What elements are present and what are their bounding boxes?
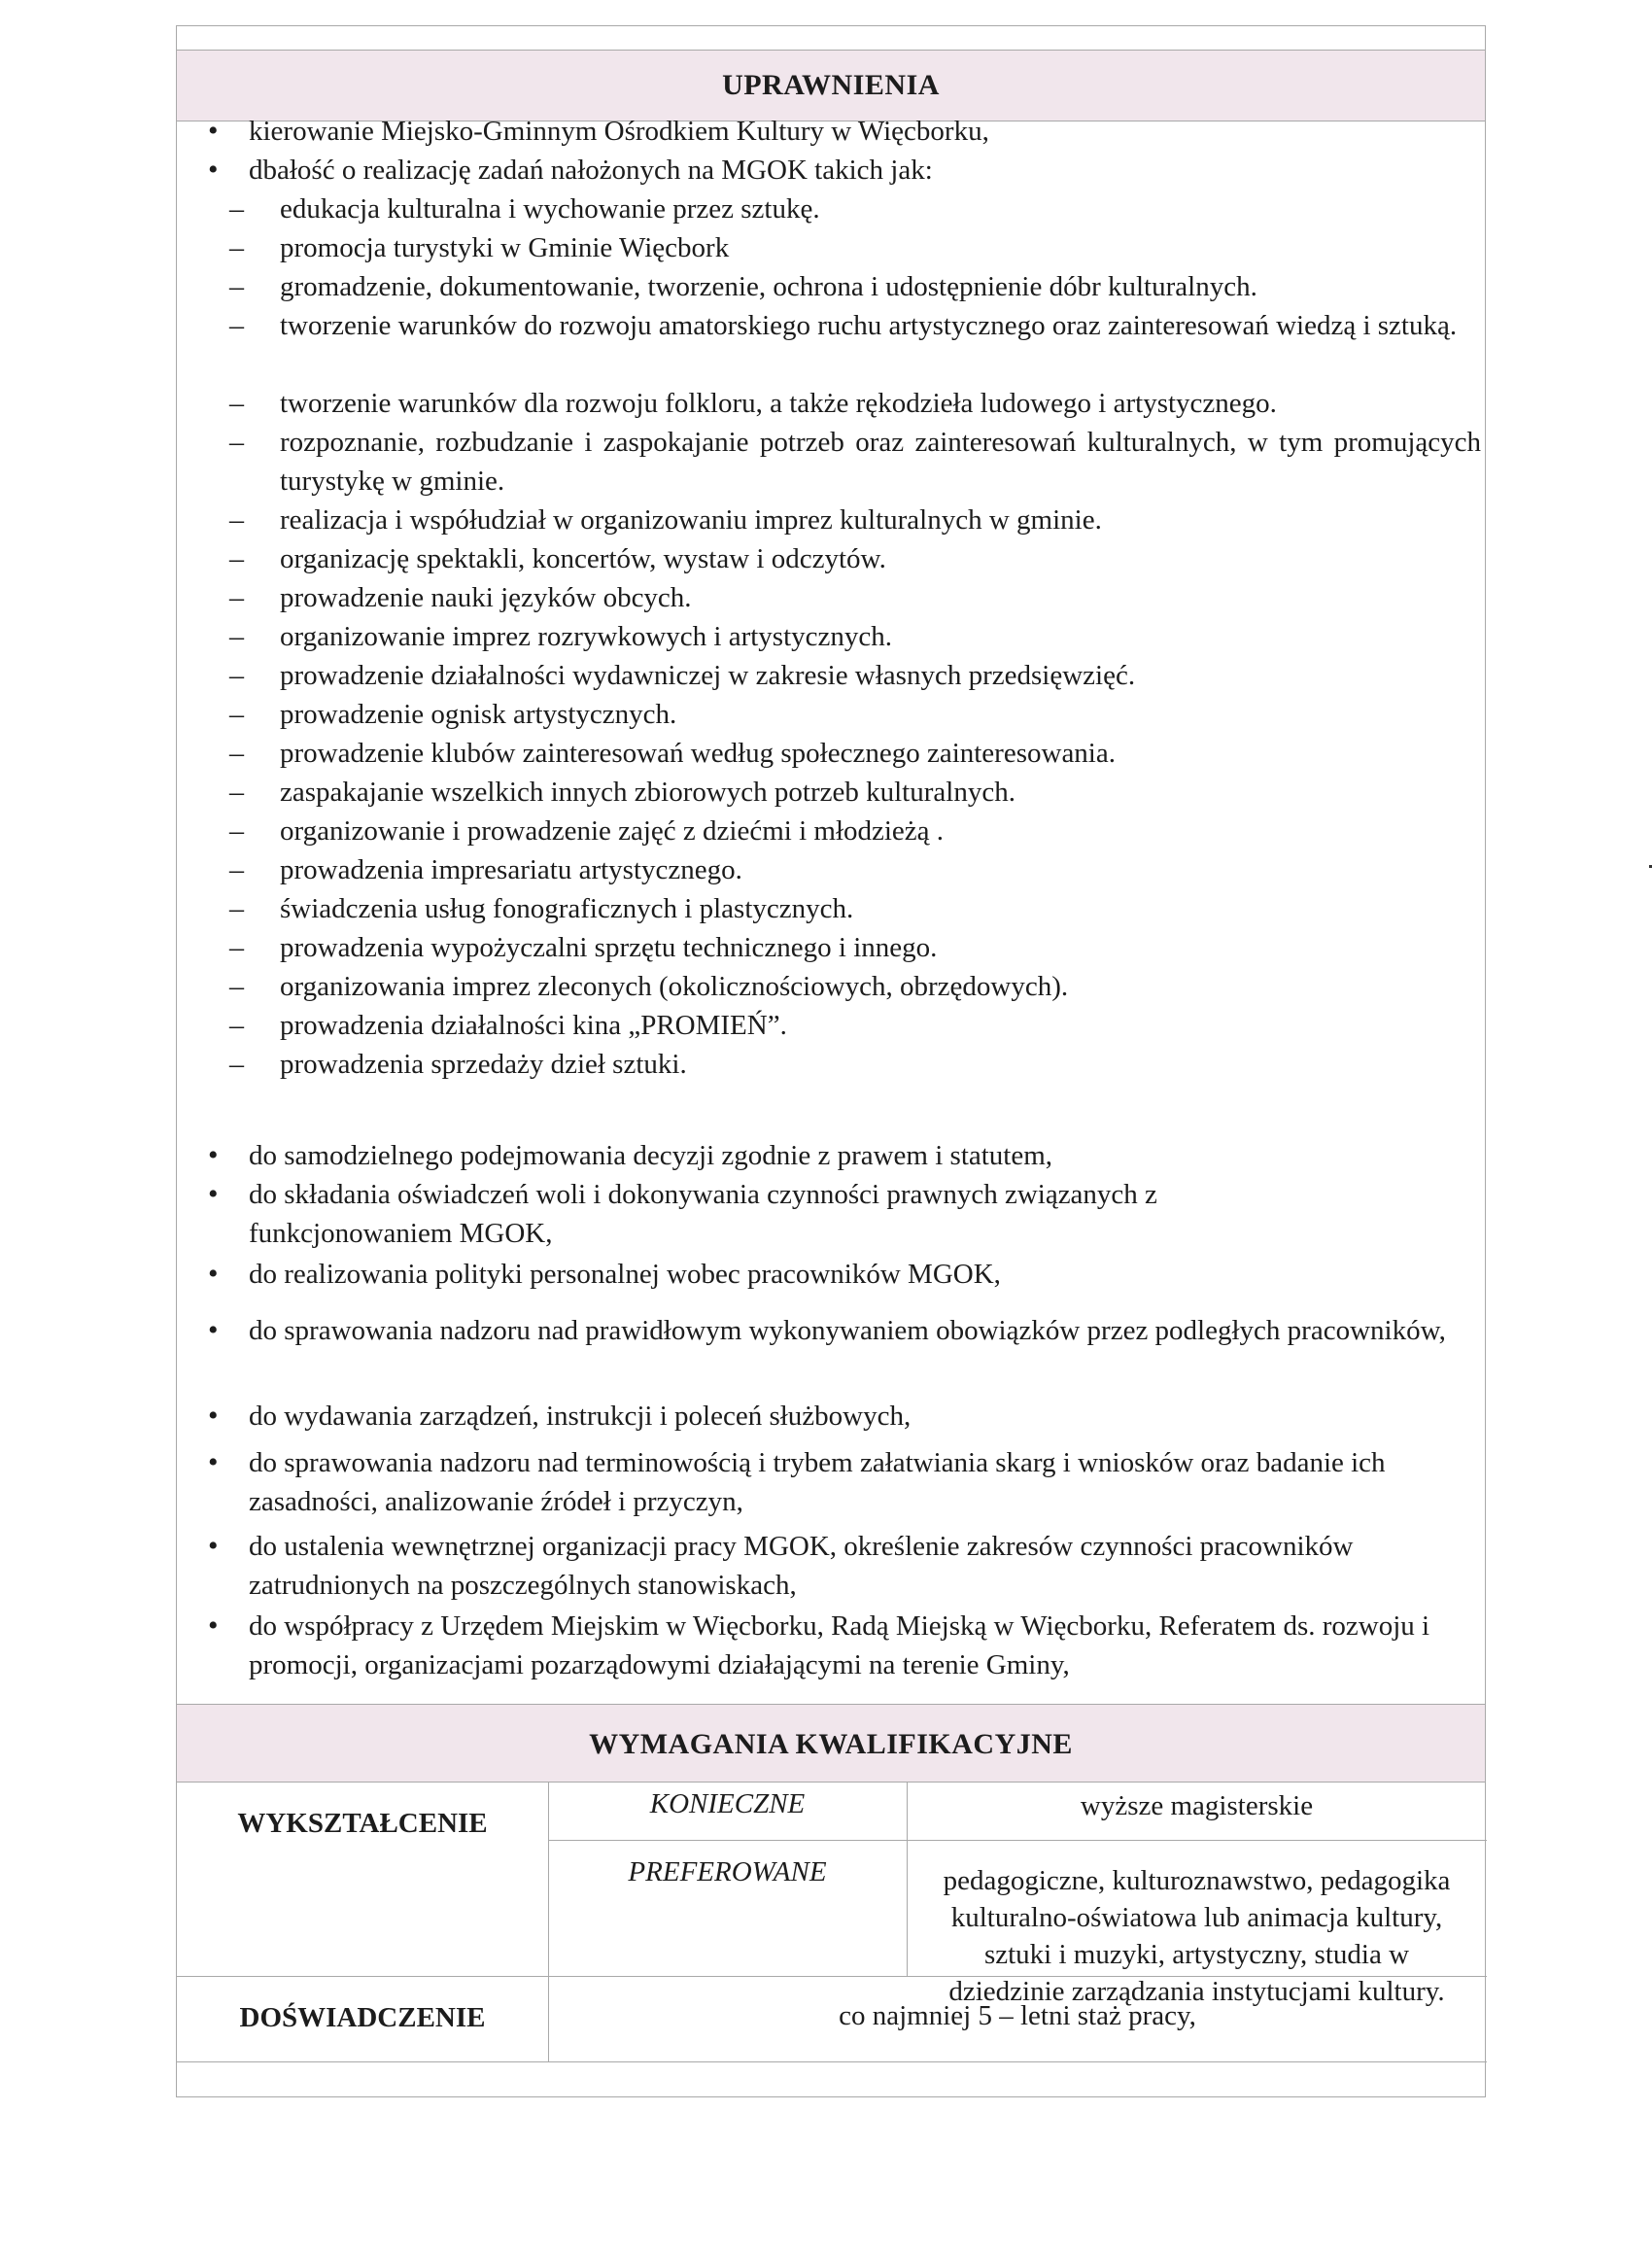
list-item: • do sprawowania nadzoru nad prawidłowym wykonywaniem obowiązków przez podległych pracowników,	[249, 1311, 1454, 1350]
bullet-icon	[208, 1136, 219, 1175]
dash-icon	[229, 1045, 244, 1084]
list-item: • do wydawania zarządzeń, instrukcji i poleceń służbowych,	[249, 1397, 1444, 1436]
list-item: • do współpracy z Urzędem Miejskim w Więcborku, Radą Miejską w Więcborku, Referatem ds. rozwoju i promocji, organizacjami pozarządowymi działającymi na terenie Gminy,	[249, 1607, 1454, 1684]
dash-icon	[229, 306, 244, 345]
dash-icon	[229, 928, 244, 967]
list-item: • kierowanie Miejsko-Gminnym Ośrodkiem Kultury w Więcborku,	[249, 112, 1444, 151]
list-item: – organizację spektakli, koncertów, wystaw i odczytów.	[280, 539, 1481, 578]
wyksztalcenie-label: WYKSZTAŁCENIE	[237, 1808, 488, 1839]
list-item: – prowadzenia działalności kina „PROMIEŃ”.	[280, 1006, 1481, 1045]
dash-icon	[229, 228, 244, 267]
dash-icon	[229, 695, 244, 734]
doswiadczenie-value: co najmniej 5 – letni staż pracy,	[839, 2000, 1196, 2031]
dash-icon	[229, 190, 244, 228]
bullet-icon	[208, 1443, 219, 1482]
list-item: – realizacja i współudział w organizowaniu imprez kulturalnych w gminie.	[280, 501, 1481, 539]
list-item: • do samodzielnego podejmowania decyzji zgodnie z prawem i statutem,	[249, 1136, 1444, 1175]
list-item: • do realizowania polityki personalnej wobec pracowników MGOK,	[249, 1255, 1444, 1294]
list-item: – promocja turystyki w Gminie Więcbork	[280, 228, 1481, 267]
list-item: – organizowania imprez zleconych (okolicznościowych, obrzędowych).	[280, 967, 1481, 1006]
dash-icon	[229, 850, 244, 889]
dash-icon	[229, 501, 244, 539]
konieczne-label: KONIECZNE	[649, 1788, 806, 1819]
doswiadczenie-label: DOŚWIADCZENIE	[239, 2002, 486, 2033]
list-item: – prowadzenie klubów zainteresowań według społecznego zainteresowania.	[280, 734, 1481, 773]
dash-icon	[229, 578, 244, 617]
list-item: – zaspakajanie wszelkich innych zbiorowych potrzeb kulturalnych.	[280, 773, 1481, 812]
dash-icon	[229, 812, 244, 850]
list-item: – gromadzenie, dokumentowanie, tworzenie, ochrona i udostępnienie dóbr kulturalnych.	[280, 267, 1481, 306]
bullet-icon	[208, 151, 219, 190]
uprawnienia-header: UPRAWNIENIA	[177, 50, 1485, 121]
dash-icon	[229, 656, 244, 695]
dash-icon	[229, 423, 244, 462]
dash-icon	[229, 967, 244, 1006]
dash-icon	[229, 1006, 244, 1045]
list-item: – świadczenia usług fonograficznych i plastycznych.	[280, 889, 1481, 928]
list-item: – tworzenie warunków dla rozwoju folkloru, a także rękodzieła ludowego i artystycznego.	[280, 384, 1481, 423]
list-item: – edukacja kulturalna i wychowanie przez sztukę.	[280, 190, 1481, 228]
bullet-icon	[208, 1311, 219, 1350]
wymagania-header: WYMAGANIA KWALIFIKACYJNE	[177, 1704, 1485, 1783]
bullet-icon	[208, 1397, 219, 1436]
list-item: – prowadzenie nauki języków obcych.	[280, 578, 1481, 617]
list-item: – prowadzenie ognisk artystycznych.	[280, 695, 1481, 734]
preferowane-value: pedagogiczne, kulturoznawstwo, pedagogika kulturalno-oświatowa lub animacja kultury, sztuki i muzyki, artystyczny, studia w dziedzinie zarządzania instytucjami kultury.	[943, 1865, 1451, 2007]
list-item: – organizowanie imprez rozrywkowych i artystycznych.	[280, 617, 1481, 656]
list-item: – prowadzenia impresariatu artystycznego.	[280, 850, 1481, 889]
dash-icon	[229, 734, 244, 773]
document-frame	[176, 25, 1486, 2097]
bullet-icon	[208, 1607, 219, 1645]
list-item: • do sprawowania nadzoru nad terminowością i trybem załatwiania skarg i wniosków oraz badanie ich zasadności, analizowanie źródeł i przyczyn,	[249, 1443, 1434, 1521]
bullet-icon	[208, 1255, 219, 1294]
dash-icon	[229, 889, 244, 928]
dash-icon	[229, 267, 244, 306]
list-item: – organizowanie i prowadzenie zajęć z dziećmi i młodzieżą .	[280, 812, 1481, 850]
dash-icon	[229, 539, 244, 578]
list-item: – prowadzenie działalności wydawniczej w zakresie własnych przedsięwzięć.	[280, 656, 1481, 695]
list-item: • do składania oświadczeń woli i dokonywania czynności prawnych związanych z funkcjonowaniem MGOK,	[249, 1175, 1269, 1253]
table-divider	[177, 2061, 1487, 2062]
list-item: • do ustalenia wewnętrznej organizacji pracy MGOK, określenie zakresów czynności pracowników zatrudnionych na poszczególnych stanowiskach,	[249, 1527, 1434, 1605]
list-item: – tworzenie warunków do rozwoju amatorskiego ruchu artystycznego oraz zainteresowań wiedzą i sztuką.	[280, 306, 1481, 345]
bullet-icon	[208, 112, 219, 151]
list-item: • dbałość o realizację zadań nałożonych na MGOK takich jak:	[249, 151, 1444, 190]
bullet-icon	[208, 1527, 219, 1566]
dash-icon	[229, 617, 244, 656]
preferowane-label: PREFEROWANE	[628, 1856, 827, 1887]
dash-icon	[229, 773, 244, 812]
list-item: – prowadzenia wypożyczalni sprzętu technicznego i innego.	[280, 928, 1481, 967]
bullet-icon	[208, 1175, 219, 1214]
list-item: – rozpoznanie, rozbudzanie i zaspokajanie potrzeb oraz zainteresowań kulturalnych, w tym promujących turystykę w gminie.	[280, 423, 1481, 501]
konieczne-value: wyższe magisterskie	[1080, 1790, 1314, 1821]
table-divider	[548, 1840, 1487, 1841]
list-item: – prowadzenia sprzedaży dzieł sztuki.	[280, 1045, 1481, 1084]
dash-icon	[229, 384, 244, 423]
